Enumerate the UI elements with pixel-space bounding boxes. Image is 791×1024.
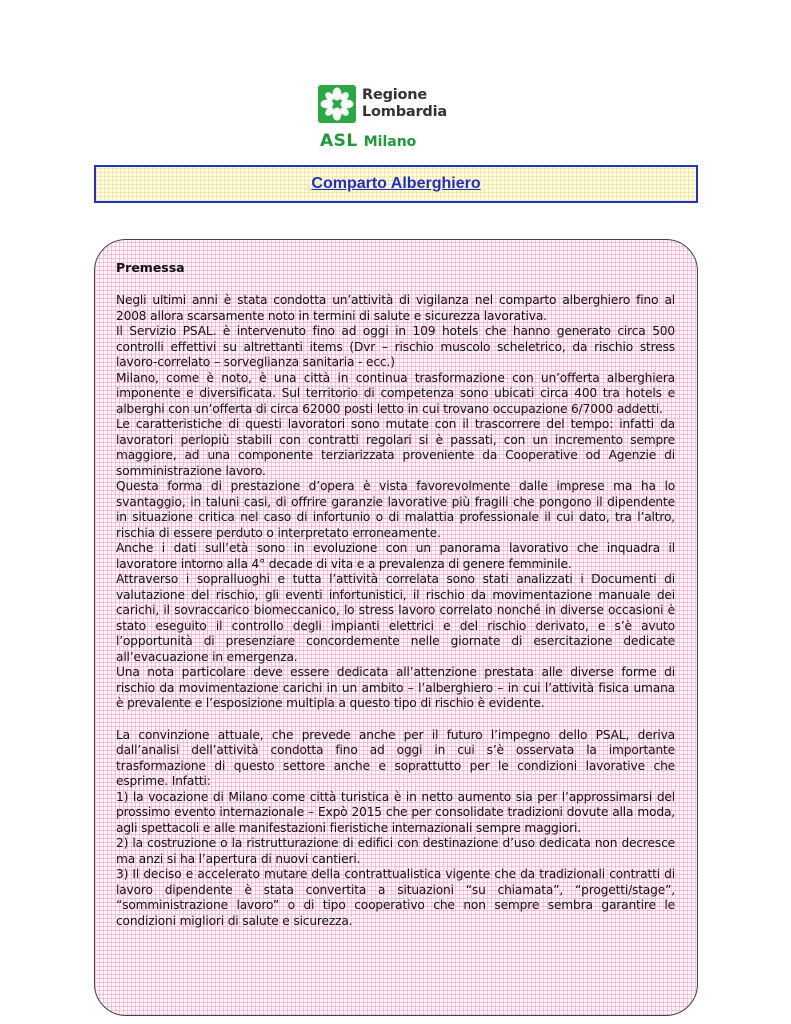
paragraph: Le caratteristiche di questi lavoratori sono mutate con il trascorrere del tempo: infatti da lavoratori perlopiù stabili con contratti regolari si è passati, con un incremento sempre maggiore, ad una componente terziarizzata proveniente da Cooperative od Agenzie di somministrazione lavoro. (116, 417, 675, 478)
lombardia-rose-icon (318, 85, 356, 123)
logo-text-regione: Regione (362, 87, 428, 103)
logo-asl-milano (320, 131, 416, 151)
paragraph: Una nota particolare deve essere dedicata all’attenzione prestata alle diverse forme di rischio da movimentazione carichi in un ambito – l’alberghiero – in cui l’attività fisica umana è prevalente e l’esposizione multipla a questo tipo di rischio è evidente. (116, 665, 675, 710)
paragraph: Negli ultimi anni è stata condotta un’attività di vigilanza nel comparto alberghiero fino al 2008 allora scarsamente noto in termini di salute e sicurezza lavorativa. (116, 293, 675, 323)
list-item: 2) la costruzione o la ristrutturazione di edifici con destinazione d’uso dedicata non decresce ma anzi si ha l’apertura di nuovi cantieri. (116, 836, 675, 866)
list-item: 3) Il deciso e accelerato mutare della contrattualistica vigente che da tradizionali contratti di lavoro dipendente è stata convertita a situazioni “su chiamata”, “progetti/stage”, “somministrazione lavoro” o di tipo cooperativo che non sempre sembra garantire le condizioni migliori di salute e sicurezza. (116, 867, 675, 928)
page-title: Comparto Alberghiero (311, 175, 481, 192)
regione-lombardia-logo (318, 85, 458, 155)
list-item: 1) la vocazione di Milano come città turistica è in netto aumento sia per l’approssimarsi del prossimo evento internazionale – Expò 2015 che per consolidate tradizioni dovute alla moda, agli spettacoli e alle manifestazioni fieristiche internazionali sempre maggiori. (116, 789, 675, 835)
paragraph: Anche i dati sull’età sono in evoluzione con un panorama lavorativo che inquadra il lavoratore intorno alla 4° decade di vita e a prevalenza di genere femminile. (116, 541, 675, 571)
title-banner (94, 165, 698, 203)
logo-city-text: Milano (363, 134, 417, 150)
paragraph: Questa forma di prestazione d’opera è vista favorevolmente dalle imprese ma ha lo svantaggio, in taluni casi, di offrire garanzie lavorative più fragili che pongono il dipendente in situazione critica nel caso di infortunio o di malattia professionale il cui dato, tra l’altro, rischia di essere perduto o interpretato erroneamente. (116, 479, 675, 540)
paragraph: La convinzione attuale, che prevede anche per il futuro l’impegno dello PSAL, deriva dall’analisi dell’attività condotta fino ad oggi in cui s’è osservata la importante trasformazione di questo settore anche e soprattutto per le condizioni lavorative che esprime. Infatti: (116, 727, 675, 788)
logo-asl-text: ASL (320, 131, 358, 151)
section-heading: Premessa (116, 260, 185, 275)
content-panel (94, 239, 698, 1016)
paragraph: Il Servizio PSAL. è intervenuto fino ad oggi in 109 hotels che hanno generato circa 500 controlli effettivi su altrettanti items (Dvr – rischio muscolo scheletrico, da rischio stress lavoro-correlato – sorveglianza sanitaria - ecc.) (116, 324, 675, 369)
paragraph: Attraverso i sopralluoghi e tutta l’attività correlata sono stati analizzati i Documenti di valutazione del rischio, gli eventi infortunistici, il rischio da movimentazione manuale dei carichi, il sovraccarico biomeccanico, lo stress lavoro correlato nonché in diverse occasioni è stato eseguito il controllo degli impianti elettrici e del rischio derivato, e s’è avuto l’opportunità di presenziare concordemente nelle giornate di esercitazione dedicate all’evacuazione in emergenza. (116, 572, 675, 664)
paragraph: Milano, come è noto, è una città in continua trasformazione con un’offerta alberghiera imponente e diversificata. Sul territorio di competenza sono ubicati circa 400 tra hotels e alberghi con un’offerta di circa 62000 posti letto in cui trovano occupazione 6/7000 addetti. (116, 370, 675, 416)
logo-text-lombardia: Lombardia (362, 104, 447, 120)
